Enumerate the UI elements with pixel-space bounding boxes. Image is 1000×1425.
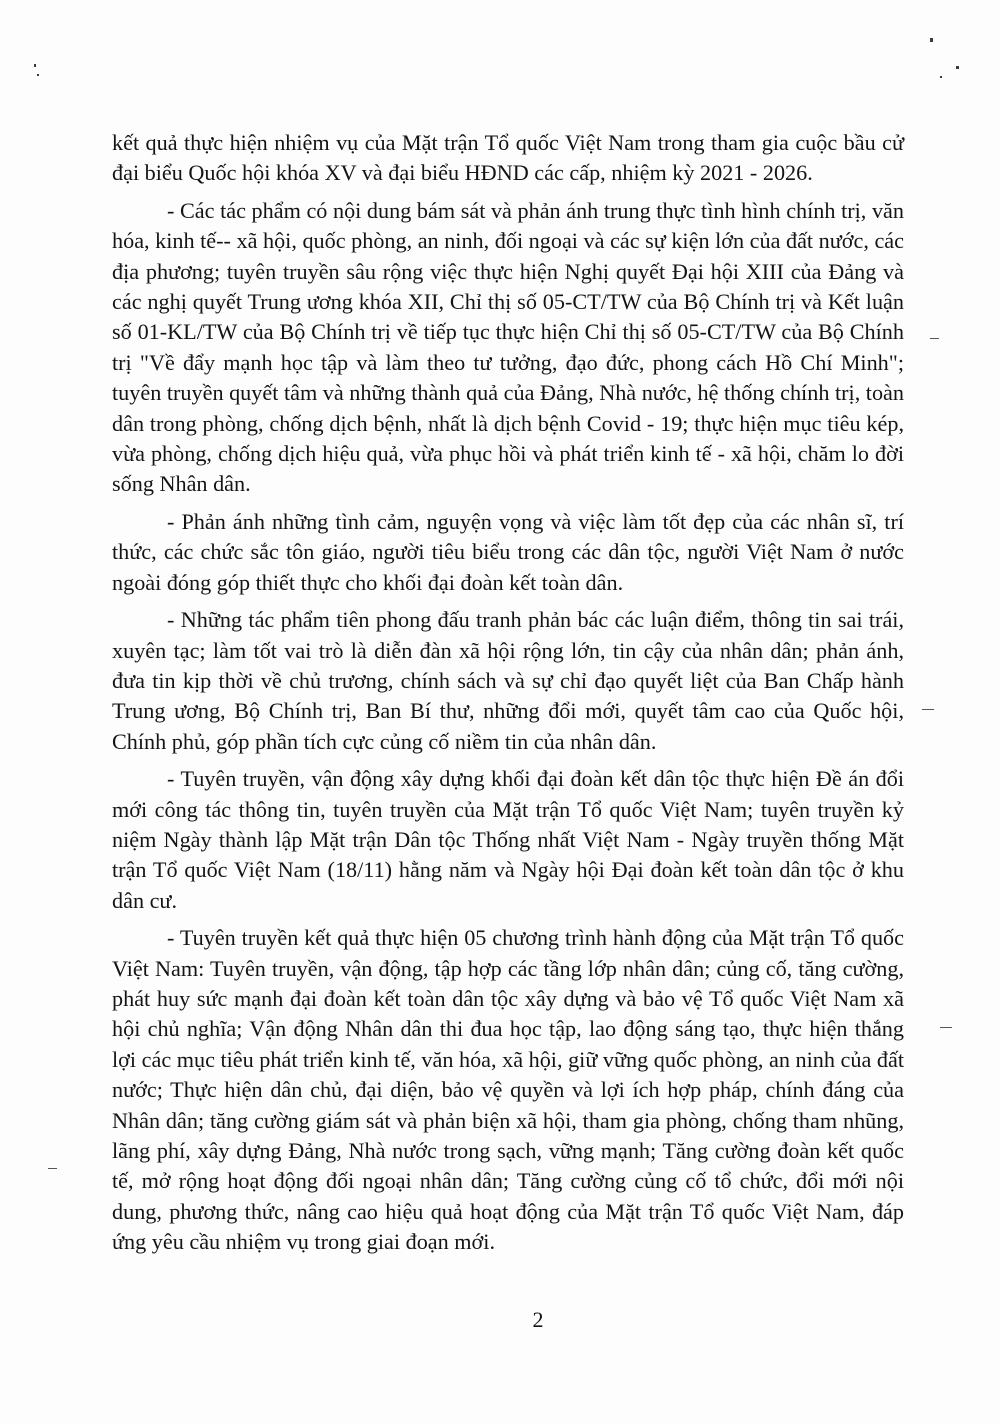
scan-speck xyxy=(956,66,959,69)
page-number: 2 xyxy=(532,1307,544,1332)
paragraph-great-unity: - Tuyên truyền, vận động xây dựng khối đại đoàn kết dân tộc thực hiện Đề án đổi mới công tác thông tin, tuyên truyền của Mặt trận Tổ quốc Việt Nam; tuyên truyền kỷ niệm Ngày thành lập Mặt trận Dân tộc Thống nhất Việt Nam - Ngày truyền thống Mặt trận Tổ quốc Việt Nam (18/11) hằng năm và Ngày hội Đại đoàn kết toàn dân tộc ở khu dân cư. xyxy=(112,766,904,913)
paragraph-political-coverage: - Các tác phẩm có nội dung bám sát và phản ánh trung thực tình hình chính trị, văn hóa, kinh tế-- xã hội, quốc phòng, an ninh, đối ngoại và các sự kiện lớn của đất nước, các địa phương; tuyên truyền sâu rộng việc thực hiện Nghị quyết Đại hội XIII của Đảng và các nghị quyết Trung ương khóa XII, Chỉ thị số 05-CT/TW của Bộ Chính trị và Kết luận số 01-KL/TW của Bộ Chính trị về tiếp tục thực hiện Chỉ thị số 05-CT/TW của Bộ Chính trị "Về đẩy mạnh học tập và làm theo tư tưởng, đạo đức, phong cách Hồ Chí Minh"; tuyên truyền quyết tâm và những thành quả của Đảng, Nhà nước, hệ thống chính trị, toàn dân trong phòng, chống dịch bệnh, nhất là dịch bệnh Covid - 19; thực hiện mục tiêu kép, vừa phòng, chống dịch hiệu quả, vừa phục hồi và phát triển kinh tế - xã hội, chăm lo đời sống Nhân dân. xyxy=(112,197,904,497)
paragraph-sentiments: - Phản ánh những tình cảm, nguyện vọng và việc làm tốt đẹp của các nhân sĩ, trí thức, các chức sắc tôn giáo, người tiêu biểu trong các dân tộc, người Việt Nam ở nước ngoài đóng góp thiết thực cho khối đại đoàn kết toàn dân. xyxy=(112,508,904,595)
paragraph-action-programs: - Tuyên truyền kết quả thực hiện 05 chương trình hành động của Mặt trận Tổ quốc Việt Nam: Tuyên truyền, vận động, tập hợp các tầng lớp nhân dân; củng cố, tăng cường, phát huy sức mạnh đại đoàn kết toàn dân tộc xây dựng và bảo vệ Tổ quốc Việt Nam xã hội chủ nghĩa; Vận động Nhân dân thi đua học tập, lao động sáng tạo, thực hiện thắng lợi các mục tiêu phát triển kinh tế, văn hóa, xã hội, giữ vững quốc phòng, an ninh của đất nước; Thực hiện dân chủ, đại diện, bảo vệ quyền và lợi ích hợp pháp, chính đáng của Nhân dân; tăng cường giám sát và phản biện xã hội, tham gia phòng, chống tham nhũng, lãng phí, xây dựng Đảng, Nhà nước trong sạch, vững mạnh; Tăng cường đoàn kết quốc tế, mở rộng hoạt động đối ngoại nhân dân; Tăng cường củng cố tổ chức, đổi mới nội dung, phương thức, nâng cao hiệu quả hoạt động của Mặt trận Tổ quốc Việt Nam, đáp ứng yêu cầu nhiệm vụ trong giai đoạn mới. xyxy=(112,925,904,1255)
scan-dash xyxy=(930,338,939,339)
paragraph-pioneering-works: - Những tác phẩm tiên phong đấu tranh phản bác các luận điểm, thông tin sai trái, xuyên tạc; làm tốt vai trò là diễn đàn xã hội rộng lớn, tin cậy của nhân dân; phản ánh, đưa tin kịp thời về chủ trương, chính sách và sự chỉ đạo quyết liệt của Ban Chấp hành Trung ương, Bộ Chính trị, Ban Bí thư, những đổi mới, quyết tâm cao của Quốc hội, Chính phủ, góp phần tích cực củng cố niềm tin của nhân dân. xyxy=(112,607,904,754)
scan-speck xyxy=(37,74,39,76)
scan-speck xyxy=(940,76,942,78)
scan-dash xyxy=(48,1168,57,1169)
document-body xyxy=(112,128,904,1265)
scan-dash xyxy=(922,709,934,710)
paragraph-continuation: kết quả thực hiện nhiệm vụ của Mặt trận Tổ quốc Việt Nam trong tham gia cuộc bầu cử đại biểu Quốc hội khóa XV và đại biểu HĐND các cấp, nhiệm kỳ 2021 - 2026. xyxy=(112,130,904,186)
scan-speck xyxy=(34,64,36,67)
scan-speck xyxy=(930,38,933,42)
scan-dash xyxy=(940,1027,952,1028)
